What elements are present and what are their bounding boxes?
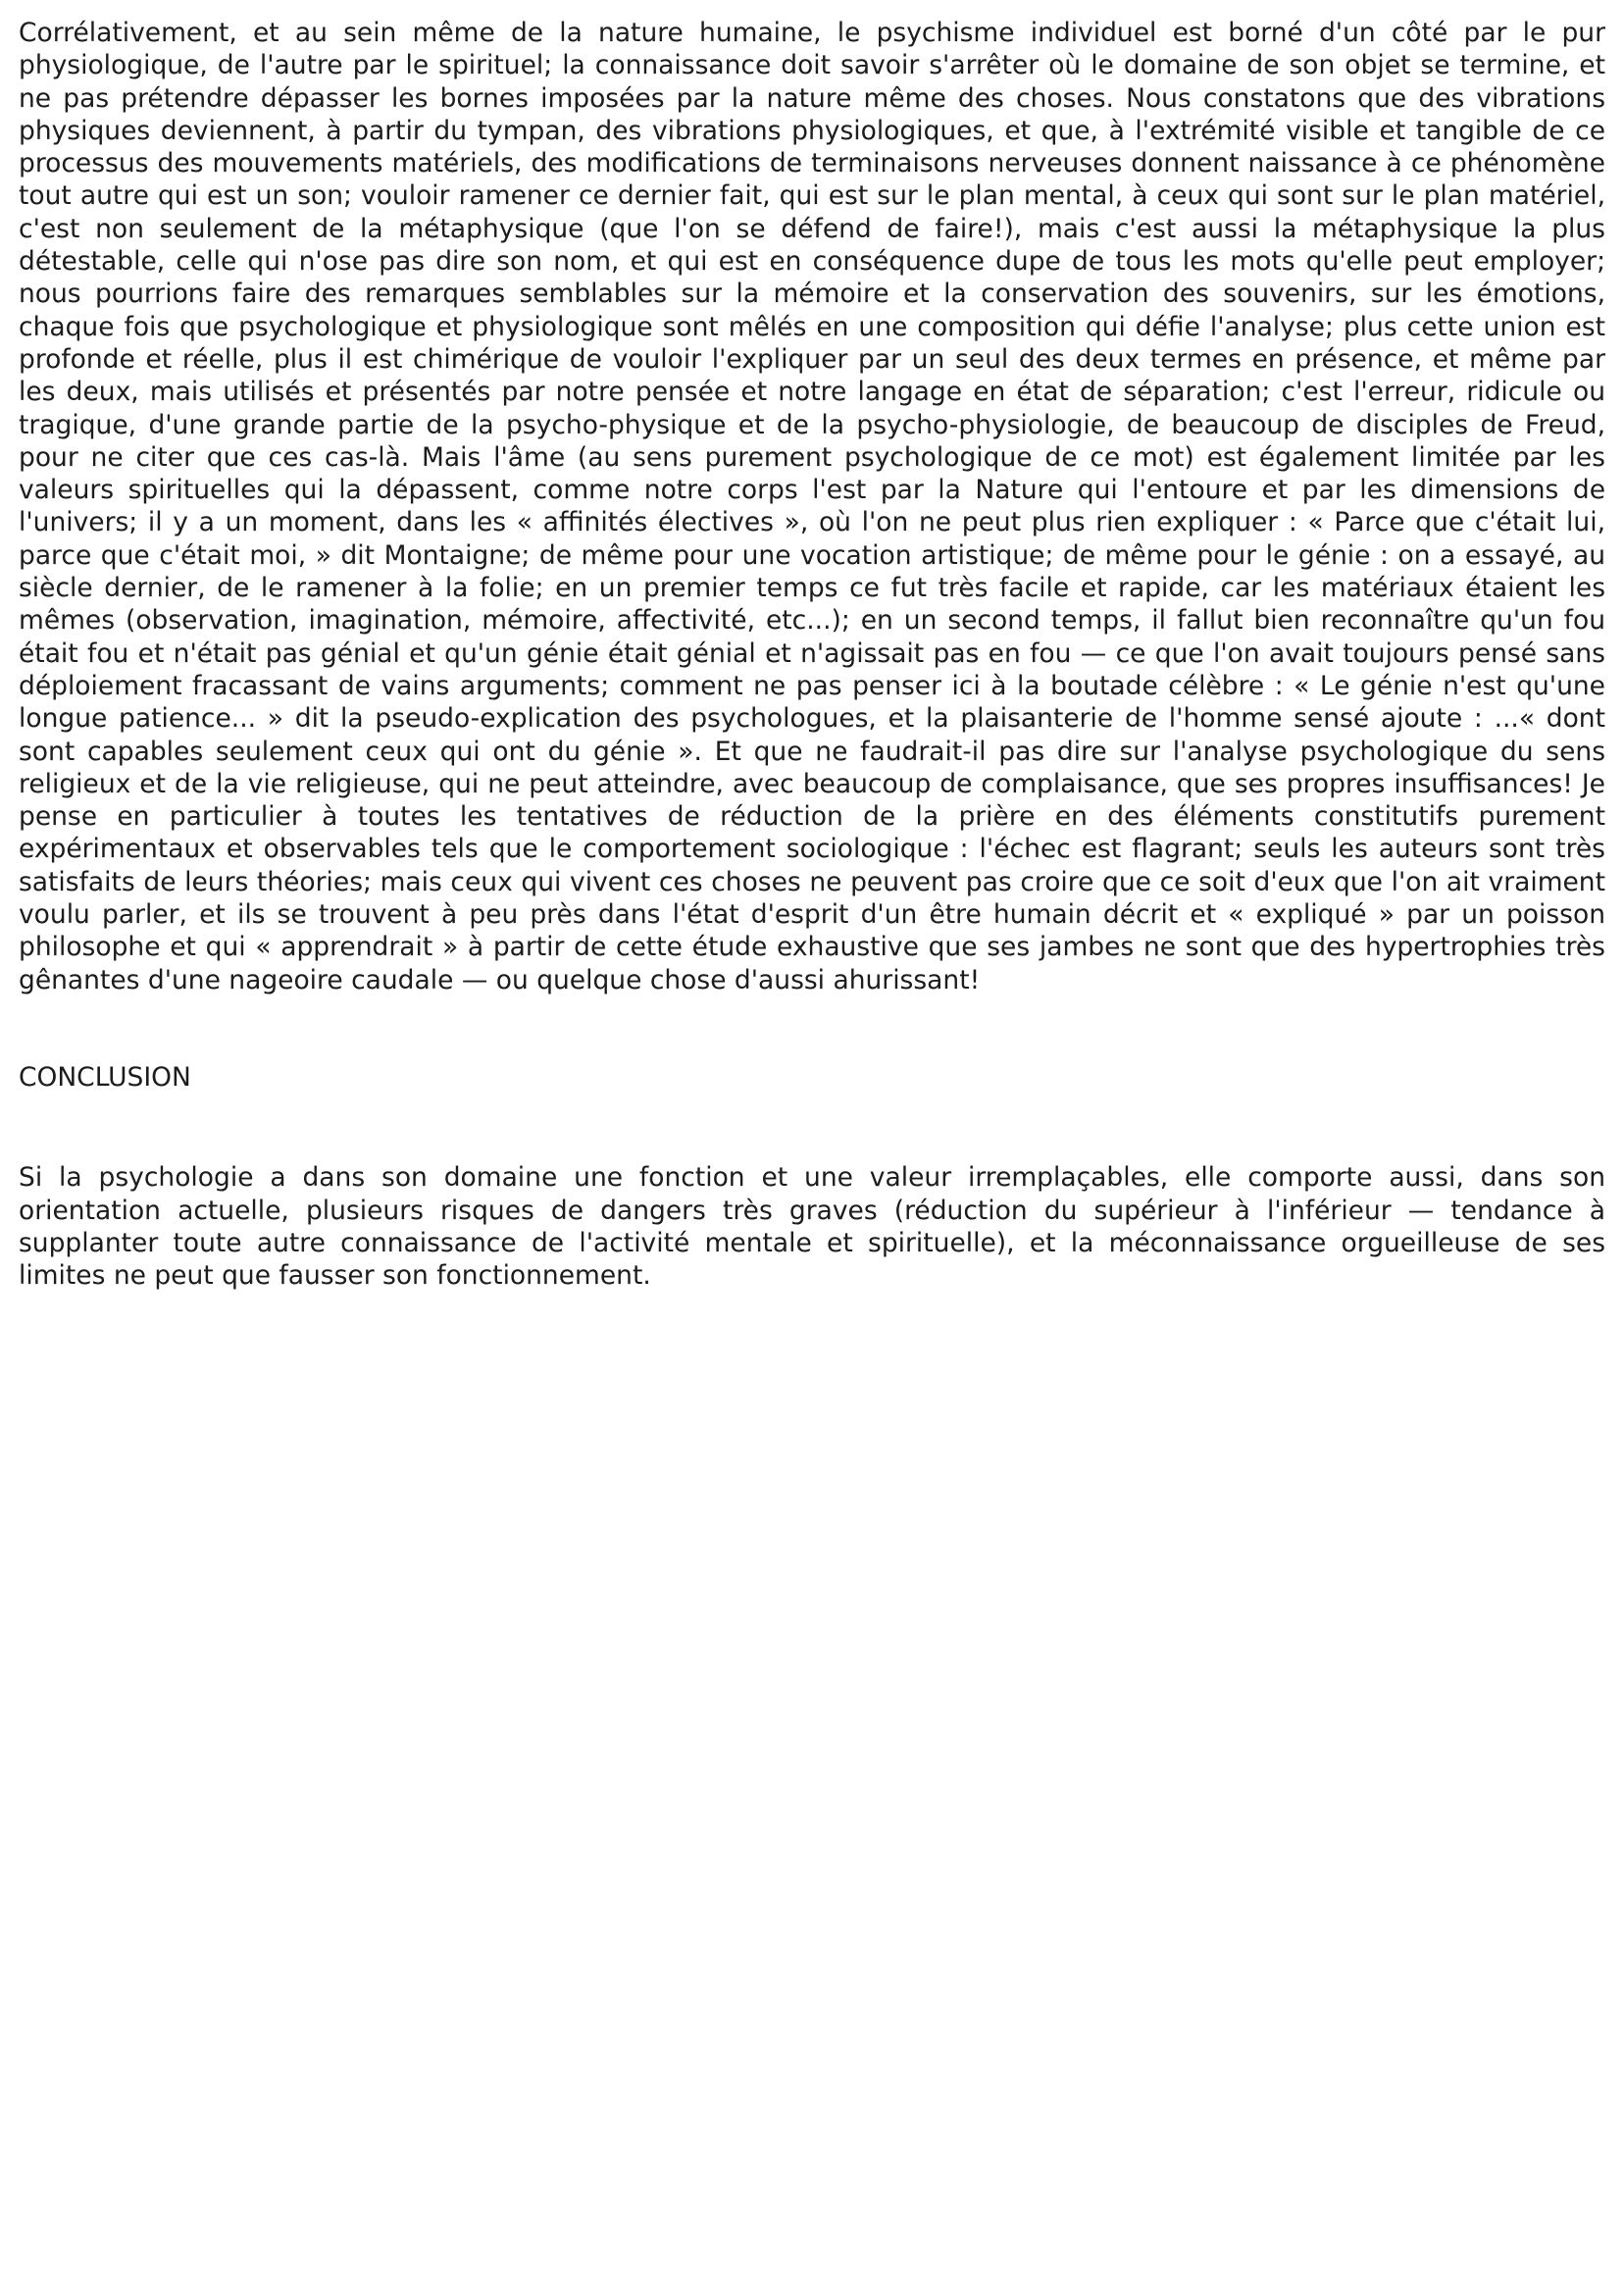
conclusion-paragraph: Si la psychologie a dans son domaine une fonction et une valeur irremplaçables, elle comporte aussi, dans son orientation actuelle, plusieurs risques de dangers très graves (réduction du supérieur à l'inférieur — tendance à supplanter toute autre connaissance de l'activité mentale et spirituelle), et la méconnaissance orgueilleuse de ses limites ne peut que fausser son fonctionnement.: [19, 1162, 1605, 1292]
document-page: [19, 0, 1605, 1292]
conclusion-heading: CONCLUSION: [19, 1061, 191, 1093]
body-paragraph: Corrélativement, et au sein même de la nature humaine, le psychisme individuel est borné d'un côté par le pur physiologique, de l'autre par le spirituel; la connaissance doit savoir s'arrêter où le domaine de son objet se termine, et ne pas prétendre dépasser les bornes imposées par la nature même des choses. Nous constatons que des vibrations physiques deviennent, à partir du tympan, des vibrations physiologiques, et que, à l'extrémité visible et tangible de ce processus des mouvements matériels, des modifications de terminaisons nerveuses donnent naissance à ce phénomène tout autre qui est un son; vouloir ramener ce dernier fait, qui est sur le plan mental, à ceux qui sont sur le plan matériel, c'est non seulement de la métaphysique (que l'on se défend de faire!), mais c'est aussi la métaphysique la plus détestable, celle qui n'ose pas dire son nom, et qui est en conséquence dupe de tous les mots qu'elle peut employer; nous pourrions faire des remarques semblables sur la mémoire et la conservation des souvenirs, sur les émotions, chaque fois que psychologique et physiologique sont mêlés en une composition qui défie l'analyse; plus cette union est profonde et réelle, plus il est chimérique de vouloir l'expliquer par un seul des deux termes en présence, et même par les deux, mais utilisés et présentés par notre pensée et notre langage en état de séparation; c'est l'erreur, ridicule ou tragique, d'une grande partie de la psycho-physique et de la psycho-physiologie, de beaucoup de disciples de Freud, pour ne citer que ces cas-là. Mais l'âme (au sens purement psychologique de ce mot) est également limitée par les valeurs spirituelles qui la dépassent, comme notre corps l'est par la Nature qui l'entoure et par les dimensions de l'univers; il y a un moment, dans les « affinités électives », où l'on ne peut plus rien expliquer : « Parce que c'était lui, parce que c'était moi, » dit Montaigne; de même pour une vocation artistique; de même pour le génie : on a essayé, au siècle dernier, de le ramener à la folie; en un premier temps ce fut très facile et rapide, car les matériaux étaient les mêmes (observation, imagination, mémoire, affectivité, etc...); en un second temps, il fallut bien reconnaître qu'un fou était fou et n'était pas génial et qu'un génie était génial et n'agissait pas en fou — ce que l'on avait toujours pensé sans déploiement fracassant de vains arguments; comment ne pas penser ici à la boutade célèbre : « Le génie n'est qu'une longue patience... » dit la pseudo-explication des psychologues, et la plaisanterie de l'homme sensé ajoute : ...« dont sont capables seulement ceux qui ont du génie ». Et que ne faudrait-il pas dire sur l'analyse psychologique du sens religieux et de la vie religieuse, qui ne peut atteindre, avec beaucoup de complaisance, que ses propres insuffisances! Je pense en particulier à toutes les tentatives de réduction de la prière en des éléments constitutifs purement expérimentaux et observables tels que le comportement sociologique : l'échec est flagrant; seuls les auteurs sont très satisfaits de leurs théories; mais ceux qui vivent ces choses ne peuvent pas croire que ce soit d'eux que l'on ait vraiment voulu parler, et ils se trouvent à peu près dans l'état d'esprit d'un être humain décrit et « expliqué » par un poisson philosophe et qui « apprendrait » à partir de cette étude exhaustive que ses jambes ne sont que des hypertrophies très gênantes d'une nageoire caudale — ou quelque chose d'aussi ahurissant!: [19, 18, 1605, 995]
